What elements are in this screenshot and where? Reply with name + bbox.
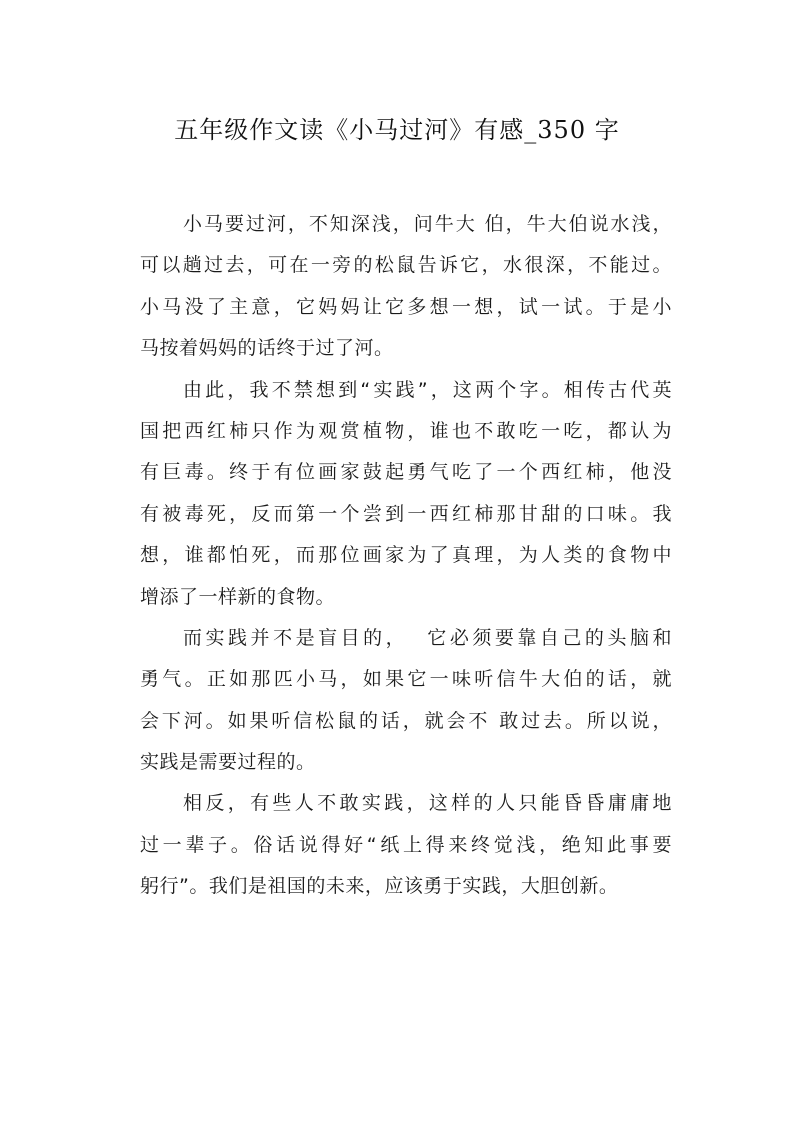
text-line: 国把西红柿只作为观赏植物，谁也不敢吃一吃，都认为 (140, 419, 672, 442)
text-line: 可以趟过去，可在一旁的松鼠告诉它，水很深，不能过。 (140, 254, 672, 277)
text-line: 躬行”。我们是祖国的未来，应该勇于实践，大胆创新。 (140, 875, 619, 898)
paragraph-1 (140, 204, 672, 370)
document-body (140, 204, 672, 908)
text-line: 由此，我不禁想到“实践”，这两个字。相传古代英 (183, 378, 672, 401)
text-line: 有巨毒。终于有位画家鼓起勇气吃了一个西红柿，他没 (140, 461, 672, 484)
text-line: 小马要过河，不知深浅，问牛大 伯，牛大伯说水浅， (183, 213, 672, 235)
text-line: 而实践并不是盲目的， 它必须要靠自己的头脑和 (183, 626, 672, 649)
paragraph-3 (140, 618, 672, 784)
text-line: 想，谁都怕死，而那位画家为了真理，为人类的食物中 (140, 544, 672, 567)
paragraph-2 (140, 370, 672, 618)
text-line: 相反，有些人不敢实践，这样的人只能昏昏庸庸地 (183, 792, 672, 815)
text-line: 勇气。正如那匹小马，如果它一味听信牛大伯的话，就 (140, 668, 672, 691)
document-title: 五年级作文读《小马过河》有感_350 字 (174, 116, 620, 144)
text-line: 马按着妈妈的话终于过了河。 (140, 337, 394, 360)
paragraph-4 (140, 783, 672, 907)
text-line: 增添了一样新的食物。 (140, 585, 336, 608)
text-line: 实践是需要过程的。 (140, 751, 316, 774)
text-line: 小马没了主意，它妈妈让它多想一想，试一试。于是小 (140, 295, 672, 318)
text-line: 有被毒死，反而第一个尝到一西红柿那甘甜的口味。我 (140, 502, 672, 525)
text-line: 会下河。如果听信松鼠的话，就会不 敢过去。所以说， (140, 709, 672, 732)
text-line: 过一辈子。俗话说得好“纸上得来终觉浅，绝知此事要 (140, 833, 672, 856)
